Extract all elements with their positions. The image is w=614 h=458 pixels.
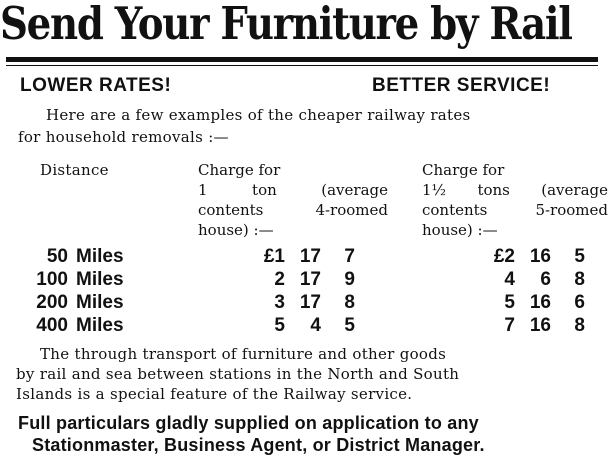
shillings: 17 <box>299 269 321 290</box>
shillings: 16 <box>529 292 551 313</box>
distance-header: Distance <box>40 161 109 179</box>
col1-header-line: contents 4-roomed <box>198 201 388 219</box>
pence: 9 <box>344 269 355 290</box>
pounds: 4 <box>504 269 515 290</box>
pence: 8 <box>574 315 585 336</box>
pence: 8 <box>574 269 585 290</box>
shillings: 16 <box>529 315 551 336</box>
shillings: 4 <box>310 315 321 336</box>
charge-1-5-tons <box>455 245 585 269</box>
thin-divider <box>6 65 598 66</box>
col2-header-line: Charge for <box>422 161 505 179</box>
table-row <box>0 314 614 338</box>
col2-header-line: contents 5-roomed <box>422 201 608 219</box>
pounds: 5 <box>274 315 285 336</box>
charge-1-ton-header <box>198 160 388 240</box>
charge-1-ton <box>225 291 355 315</box>
body-line-2: by rail and sea between stations in the North and South <box>16 365 460 383</box>
pence: 8 <box>344 292 355 313</box>
footer-line-2: Stationmaster, Business Agent, or District Manager. <box>32 435 485 455</box>
pence: 6 <box>574 292 585 313</box>
pounds: 7 <box>504 315 515 336</box>
col1-header-line: 1 ton (average <box>198 181 388 199</box>
pence: 5 <box>574 246 585 267</box>
distance-value: 200 <box>36 292 68 313</box>
table-row <box>0 268 614 292</box>
charge-1-ton <box>225 314 355 338</box>
pounds: £1 <box>263 246 285 267</box>
charge-1-5-tons-header <box>422 160 608 240</box>
intro-line-1: Here are a few examples of the cheaper railway rates <box>46 106 471 124</box>
footer-line-1: Full particulars gladly supplied on application to any <box>18 413 479 433</box>
pounds: 5 <box>504 292 515 313</box>
pence: 7 <box>344 246 355 267</box>
charge-1-5-tons <box>455 268 585 292</box>
body-line-3: Islands is a special feature of the Railway service. <box>16 385 413 403</box>
col1-header-line: house) :— <box>198 221 274 239</box>
table-row <box>0 291 614 315</box>
distance-unit: Miles <box>76 292 124 313</box>
shillings: 16 <box>529 246 551 267</box>
distance-value: 400 <box>36 315 68 336</box>
subhead-better-service: BETTER SERVICE! <box>372 75 551 96</box>
distance-unit: Miles <box>76 246 124 267</box>
pounds: 2 <box>274 269 285 290</box>
distance-value: 100 <box>36 269 68 290</box>
charge-1-ton <box>225 245 355 269</box>
pounds: 3 <box>274 292 285 313</box>
subhead-lower-rates: LOWER RATES! <box>20 75 172 96</box>
col2-header-line: house) :— <box>422 221 498 239</box>
table-row <box>0 245 614 269</box>
shillings: 17 <box>299 246 321 267</box>
charge-1-5-tons <box>455 291 585 315</box>
charge-1-ton <box>225 268 355 292</box>
charge-1-5-tons <box>455 314 585 338</box>
shillings: 6 <box>540 269 551 290</box>
shillings: 17 <box>299 292 321 313</box>
pounds: £2 <box>493 246 515 267</box>
distance-unit: Miles <box>76 315 124 336</box>
distance-value: 50 <box>46 246 68 267</box>
distance-unit: Miles <box>76 269 124 290</box>
intro-line-2: for household removals :— <box>18 128 229 146</box>
col2-header-line: 1½ tons (average <box>422 181 608 199</box>
pence: 5 <box>344 315 355 336</box>
headline: Send Your Furniture by Rail <box>0 0 572 50</box>
body-line-1: The through transport of furniture and other goods <box>40 345 447 363</box>
col1-header-line: Charge for <box>198 161 281 179</box>
thick-divider <box>6 57 598 62</box>
